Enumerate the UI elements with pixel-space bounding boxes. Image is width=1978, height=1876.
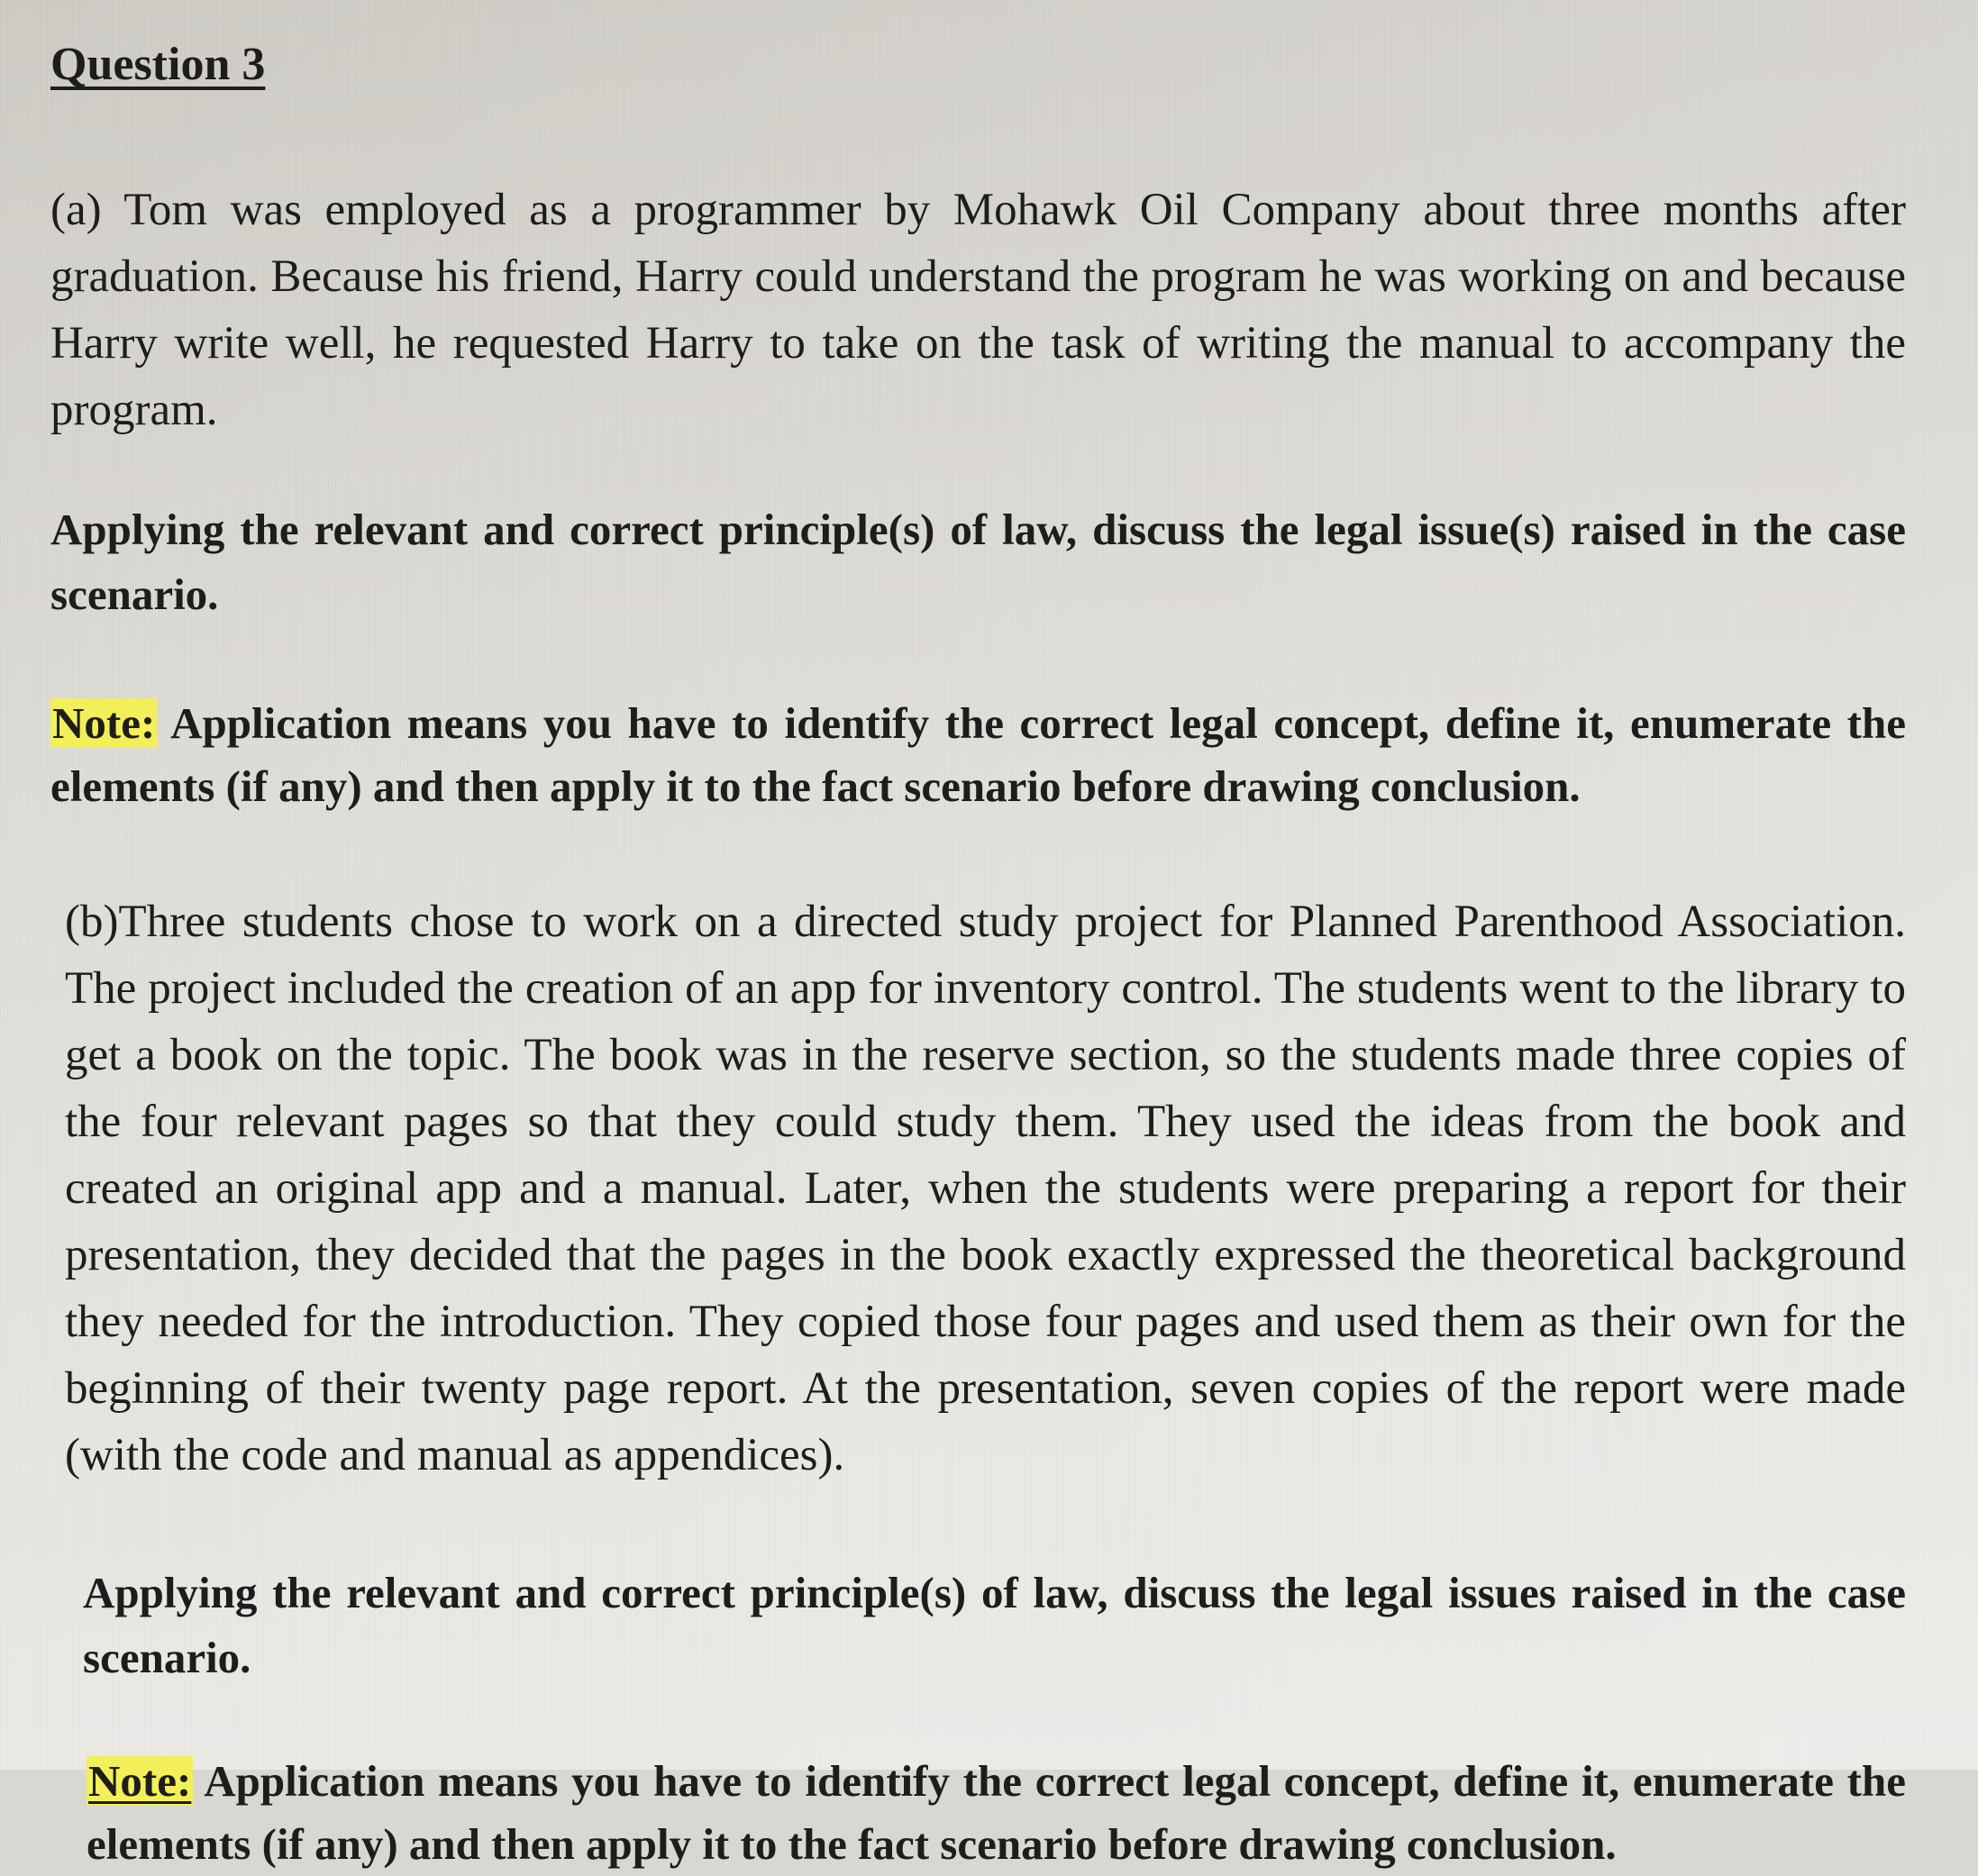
part-b-scenario: (b)Three students chose to work on a directed study project for Planned Parenthood Association. The project included the creation of an app for inventory control. The students went to the library to get a book on the topic. The book was in the reserve section, so the students made three copies of the four relevant pages so that they could study them. They used the ideas from the book and created an original app and a manual. Later, when the students were preparing a report for their presentation, they decided that the pages in the book exactly expressed the theoretical background they needed for the introduction. They copied those four pages and used them as their own for the beginning of their twenty page report. At the presentation, seven copies of the report were made (with the code and manual as appendices). xyxy=(65,897,1906,1480)
part-a-note-label: Note: xyxy=(52,698,156,748)
part-a-note-text: Application means you have to identify the correct legal concept, define it, enumerate the elements (if any) and then apply it to the fact scenario before drawing conclusion. xyxy=(50,698,1906,811)
part-b-note-label: Note: xyxy=(88,1756,192,1806)
part-a-scenario: (a) Tom was employed as a programmer by Mohawk Oil Company about three months after graduation. Because his friend, Harry could understand the program he was working on and because Harry write well, he requested Harry to take on the task of writing the manual to accompany the program. xyxy=(50,185,1906,435)
part-b-note-text: Application means you have to identify the correct legal concept, define it, enumerate the elements (if any) and then apply it to the fact scenario before drawing conclusion. xyxy=(87,1756,1906,1869)
part-a-instruction: Applying the relevant and correct principle(s) of law, discuss the legal issue(s) raised in the case scenario. xyxy=(50,505,1906,619)
part-a-note xyxy=(50,692,1906,818)
part-b-instruction: Applying the relevant and correct principle(s) of law, discuss the legal issues raised in the case scenario. xyxy=(83,1568,1906,1682)
question-title: Question 3 xyxy=(50,39,266,90)
part-b-note xyxy=(50,1750,1906,1876)
